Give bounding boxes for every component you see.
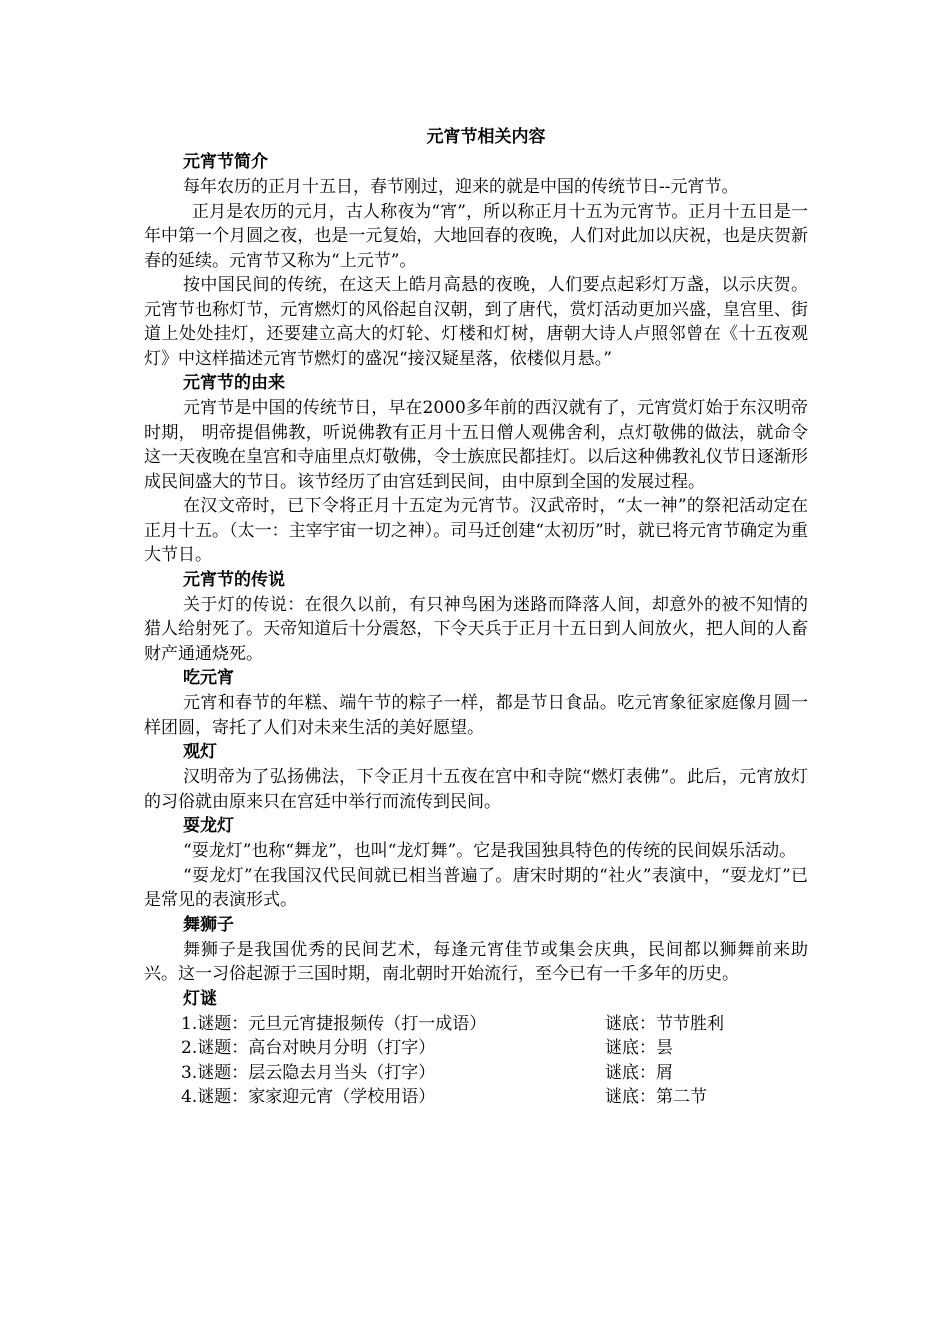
riddle-row — [181, 1061, 808, 1086]
riddle-answer: 谜底：第二节 — [605, 1087, 707, 1107]
riddle-answer: 谜底：昙 — [605, 1038, 673, 1058]
lanterns-paragraph-1: 汉明帝为了弘扬佛法，下令正月十五夜在宫中和寺院“燃灯表佛”。此后，元宵放灯的习俗就由原来只在宫廷中举行而流传到民间。 — [144, 767, 808, 812]
riddle-answer: 谜底：屑 — [605, 1062, 673, 1083]
section-heading-origin: 元宵节的由来 — [183, 373, 285, 393]
riddle-list — [144, 1012, 808, 1110]
document-page — [144, 124, 808, 1110]
section-heading-lion-dance: 舞狮子 — [183, 914, 234, 935]
riddle-question: 2.谜题：高台对映月分明（打字） — [181, 1038, 436, 1058]
riddle-row — [181, 1085, 808, 1110]
riddle-answer: 谜底：节节胜利 — [605, 1013, 724, 1034]
riddle-row — [181, 1012, 808, 1037]
section-heading-dragon-lantern: 耍龙灯 — [183, 816, 234, 836]
intro-paragraph-3: 按中国民间的传统，在这天上皓月高悬的夜晚，人们要点起彩灯万盏，以示庆贺。元宵节也称灯节，元宵燃灯的风俗起自汉朝，到了唐代，赏灯活动更加兴盛，皇宫里、街道上处处挂灯，还要建立高大的灯轮、灯楼和灯树，唐朝大诗人卢照邻曾在《十五夜观灯》中这样描述元宵节燃灯的盛况“接汉疑星落，依楼似月悬。” — [144, 275, 808, 369]
lion-dance-paragraph-1: 舞狮子是我国优秀的民间艺术，每逢元宵佳节或集会庆典，民间都以狮舞前来助兴。这一习俗起源于三国时期，南北朝时开始流行，至今已有一千多年的历史。 — [144, 939, 808, 984]
section-heading-eat-yuanxiao: 吃元宵 — [183, 668, 234, 688]
section-heading-lanterns: 观灯 — [183, 742, 217, 762]
origin-paragraph-1: 元宵节是中国的传统节日，早在2000多年前的西汉就有了，元宵赏灯始于东汉明帝时期， 明帝提倡佛教，听说佛教有正月十五日僧人观佛舍利，点灯敬佛的做法，就命令这一天夜晚在皇宫和寺庙里点灯敬佛，令士族庶民都挂灯。以后这种佛教礼仪节日逐渐形成民间盛大的节日。该节经历了由宫廷到民间，由中原到全国的发展过程。 — [144, 398, 808, 492]
origin-paragraph-2: 在汉文帝时，已下令将正月十五定为元宵节。汉武帝时，“太一神”的祭祀活动定在正月十五。（太一：主宰宇宙一切之神）。司马迁创建“太初历”时，就已将元宵节确定为重大节日。 — [144, 496, 808, 565]
riddle-row — [181, 1036, 808, 1061]
document-title: 元宵节相关内容 — [426, 127, 546, 147]
eat-yuanxiao-paragraph-1: 元宵和春节的年糕、端午节的粽子一样，都是节日食品。吃元宵象征家庭像月圆一样团圆，寄托了人们对未来生活的美好愿望。 — [144, 693, 808, 738]
section-heading-riddles: 灯谜 — [183, 988, 217, 1009]
riddle-question: 4.谜题：家家迎元宵（学校用语） — [181, 1087, 436, 1107]
dragon-lantern-paragraph-1: “耍龙灯”也称“舞龙”，也叫“龙灯舞”。它是我国独具特色的传统的民间娱乐活动。 — [183, 841, 797, 861]
riddle-question: 3.谜题：层云隐去月当头（打字） — [181, 1062, 436, 1083]
intro-paragraph-1: 每年农历的正月十五日，春节刚过，迎来的就是中国的传统节日--元宵节。 — [183, 177, 739, 197]
dragon-lantern-paragraph-2: “耍龙灯”在我国汉代民间就已相当普遍了。唐宋时期的“社火”表演中，“耍龙灯”已是常见的表演形式。 — [144, 865, 808, 910]
intro-paragraph-2: 正月是农历的元月，古人称夜为“宵”，所以称正月十五为元宵节。正月十五日是一年中第一个月圆之夜，也是一元复始，大地回春的夜晚，人们对此加以庆祝，也是庆贺新春的延续。元宵节又称为“上元节”。 — [144, 201, 808, 271]
riddle-question: 1.谜题：元旦元宵捷报频传（打一成语） — [181, 1013, 487, 1034]
section-heading-legend: 元宵节的传说 — [183, 569, 285, 590]
legend-paragraph-1: 关于灯的传说：在很久以前，有只神鸟困为迷路而降落人间，却意外的被不知情的猎人给射死了。天帝知道后十分震怒，下令天兵于正月十五日到人间放火，把人间的人畜财产通通烧死。 — [144, 594, 808, 664]
section-heading-intro: 元宵节简介 — [183, 152, 268, 172]
